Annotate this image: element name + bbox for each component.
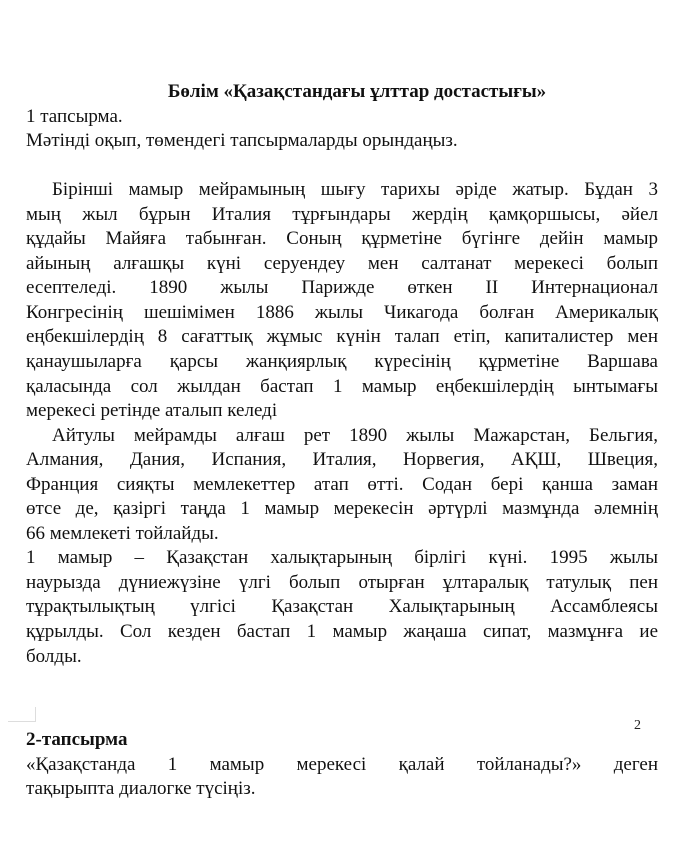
paragraph-line: құрылды. Сол кезден бастап 1 мамыр жаңаша сипат, мазмұнға ие bbox=[26, 621, 658, 643]
page-number: 2 bbox=[634, 718, 641, 733]
paragraph-line: мерекесі ретінде аталып келеді bbox=[26, 400, 278, 422]
page-corner-mark bbox=[8, 707, 36, 722]
paragraph-line: қанаушыларға қарсы жанқиярлық күресінің құрметіне Варшава bbox=[26, 351, 658, 373]
task2-line: «Қазақстанда 1 мамыр мерекесі қалай тойланады?» деген bbox=[26, 753, 658, 775]
paragraph-line: қаласында сол жылдан бастап 1 мамыр еңбекшілердің ынтымағы bbox=[26, 375, 658, 397]
task2-line: тақырыпта диалогке түсіңіз. bbox=[26, 778, 256, 800]
paragraph-line: еңбекшілердің 8 сағаттық жұмыс күнін талап етіп, капиталистер мен bbox=[26, 326, 658, 348]
paragraph-line: болды. bbox=[26, 645, 82, 667]
paragraph-line: тұрақтылықтың үлгісі Қазақстан Халықтарының Ассамблеясы bbox=[26, 596, 658, 618]
task1-section bbox=[26, 80, 658, 669]
paragraph bbox=[26, 178, 658, 423]
paragraph bbox=[26, 424, 658, 547]
paragraph-line: наурызда дүниежүзіне үлгі болып отырған ұлтаралық татулық пен bbox=[26, 571, 658, 593]
paragraph-line: құдайы Майяға табынған. Соның құрметіне бүгінге дейін мамыр bbox=[26, 228, 658, 250]
paragraph-line: Бірінші мамыр мейрамының шығу тарихы әріде жатыр. Бұдан 3 bbox=[52, 179, 658, 201]
section-title: Бөлім «Қазақстандағы ұлттар достастығы» bbox=[167, 81, 547, 102]
paragraph-line: мың жыл бұрын Италия тұрғындары жердің қамқоршысы, әйел bbox=[26, 203, 658, 225]
paragraph-line: өтсе де, қазіргі таңда 1 мамыр мерекесін әртүрлі мазмұнда әлемнің bbox=[26, 498, 658, 520]
paragraph bbox=[26, 546, 658, 669]
paragraph-line: айының алғашқы күні серуендеу мен салтанат мерекесі болып bbox=[26, 252, 658, 274]
task1-instruction: Мәтінді оқып, төмендегі тапсырмаларды орындаңыз. bbox=[26, 130, 458, 152]
paragraph-line: Франция сияқты мемлекеттер атап өтті. Содан бері қанша заман bbox=[26, 473, 658, 495]
task2-section bbox=[26, 728, 658, 802]
paragraph-line: 1 мамыр – Қазақстан халықтарының бірлігі күні. 1995 жылы bbox=[26, 547, 658, 569]
task2-label: 2-тапсырма bbox=[26, 729, 128, 750]
reading-text bbox=[26, 178, 658, 669]
paragraph-line: Айтулы мейрамды алғаш рет 1890 жылы Мажарстан, Бельгия, bbox=[52, 424, 658, 446]
paragraph-line: Алмания, Дания, Испания, Италия, Норвегия, АҚШ, Швеция, bbox=[26, 449, 658, 471]
paragraph-line: 66 мемлекеті тойлайды. bbox=[26, 522, 219, 544]
task1-label: 1 тапсырма. bbox=[26, 105, 123, 127]
paragraph-line: есептеледі. 1890 жылы Парижде өткен II Интернационал bbox=[26, 277, 658, 299]
paragraph-line: Конгресінің шешімімен 1886 жылы Чикагода болған Америкалық bbox=[26, 301, 658, 323]
blank-line bbox=[26, 154, 658, 179]
